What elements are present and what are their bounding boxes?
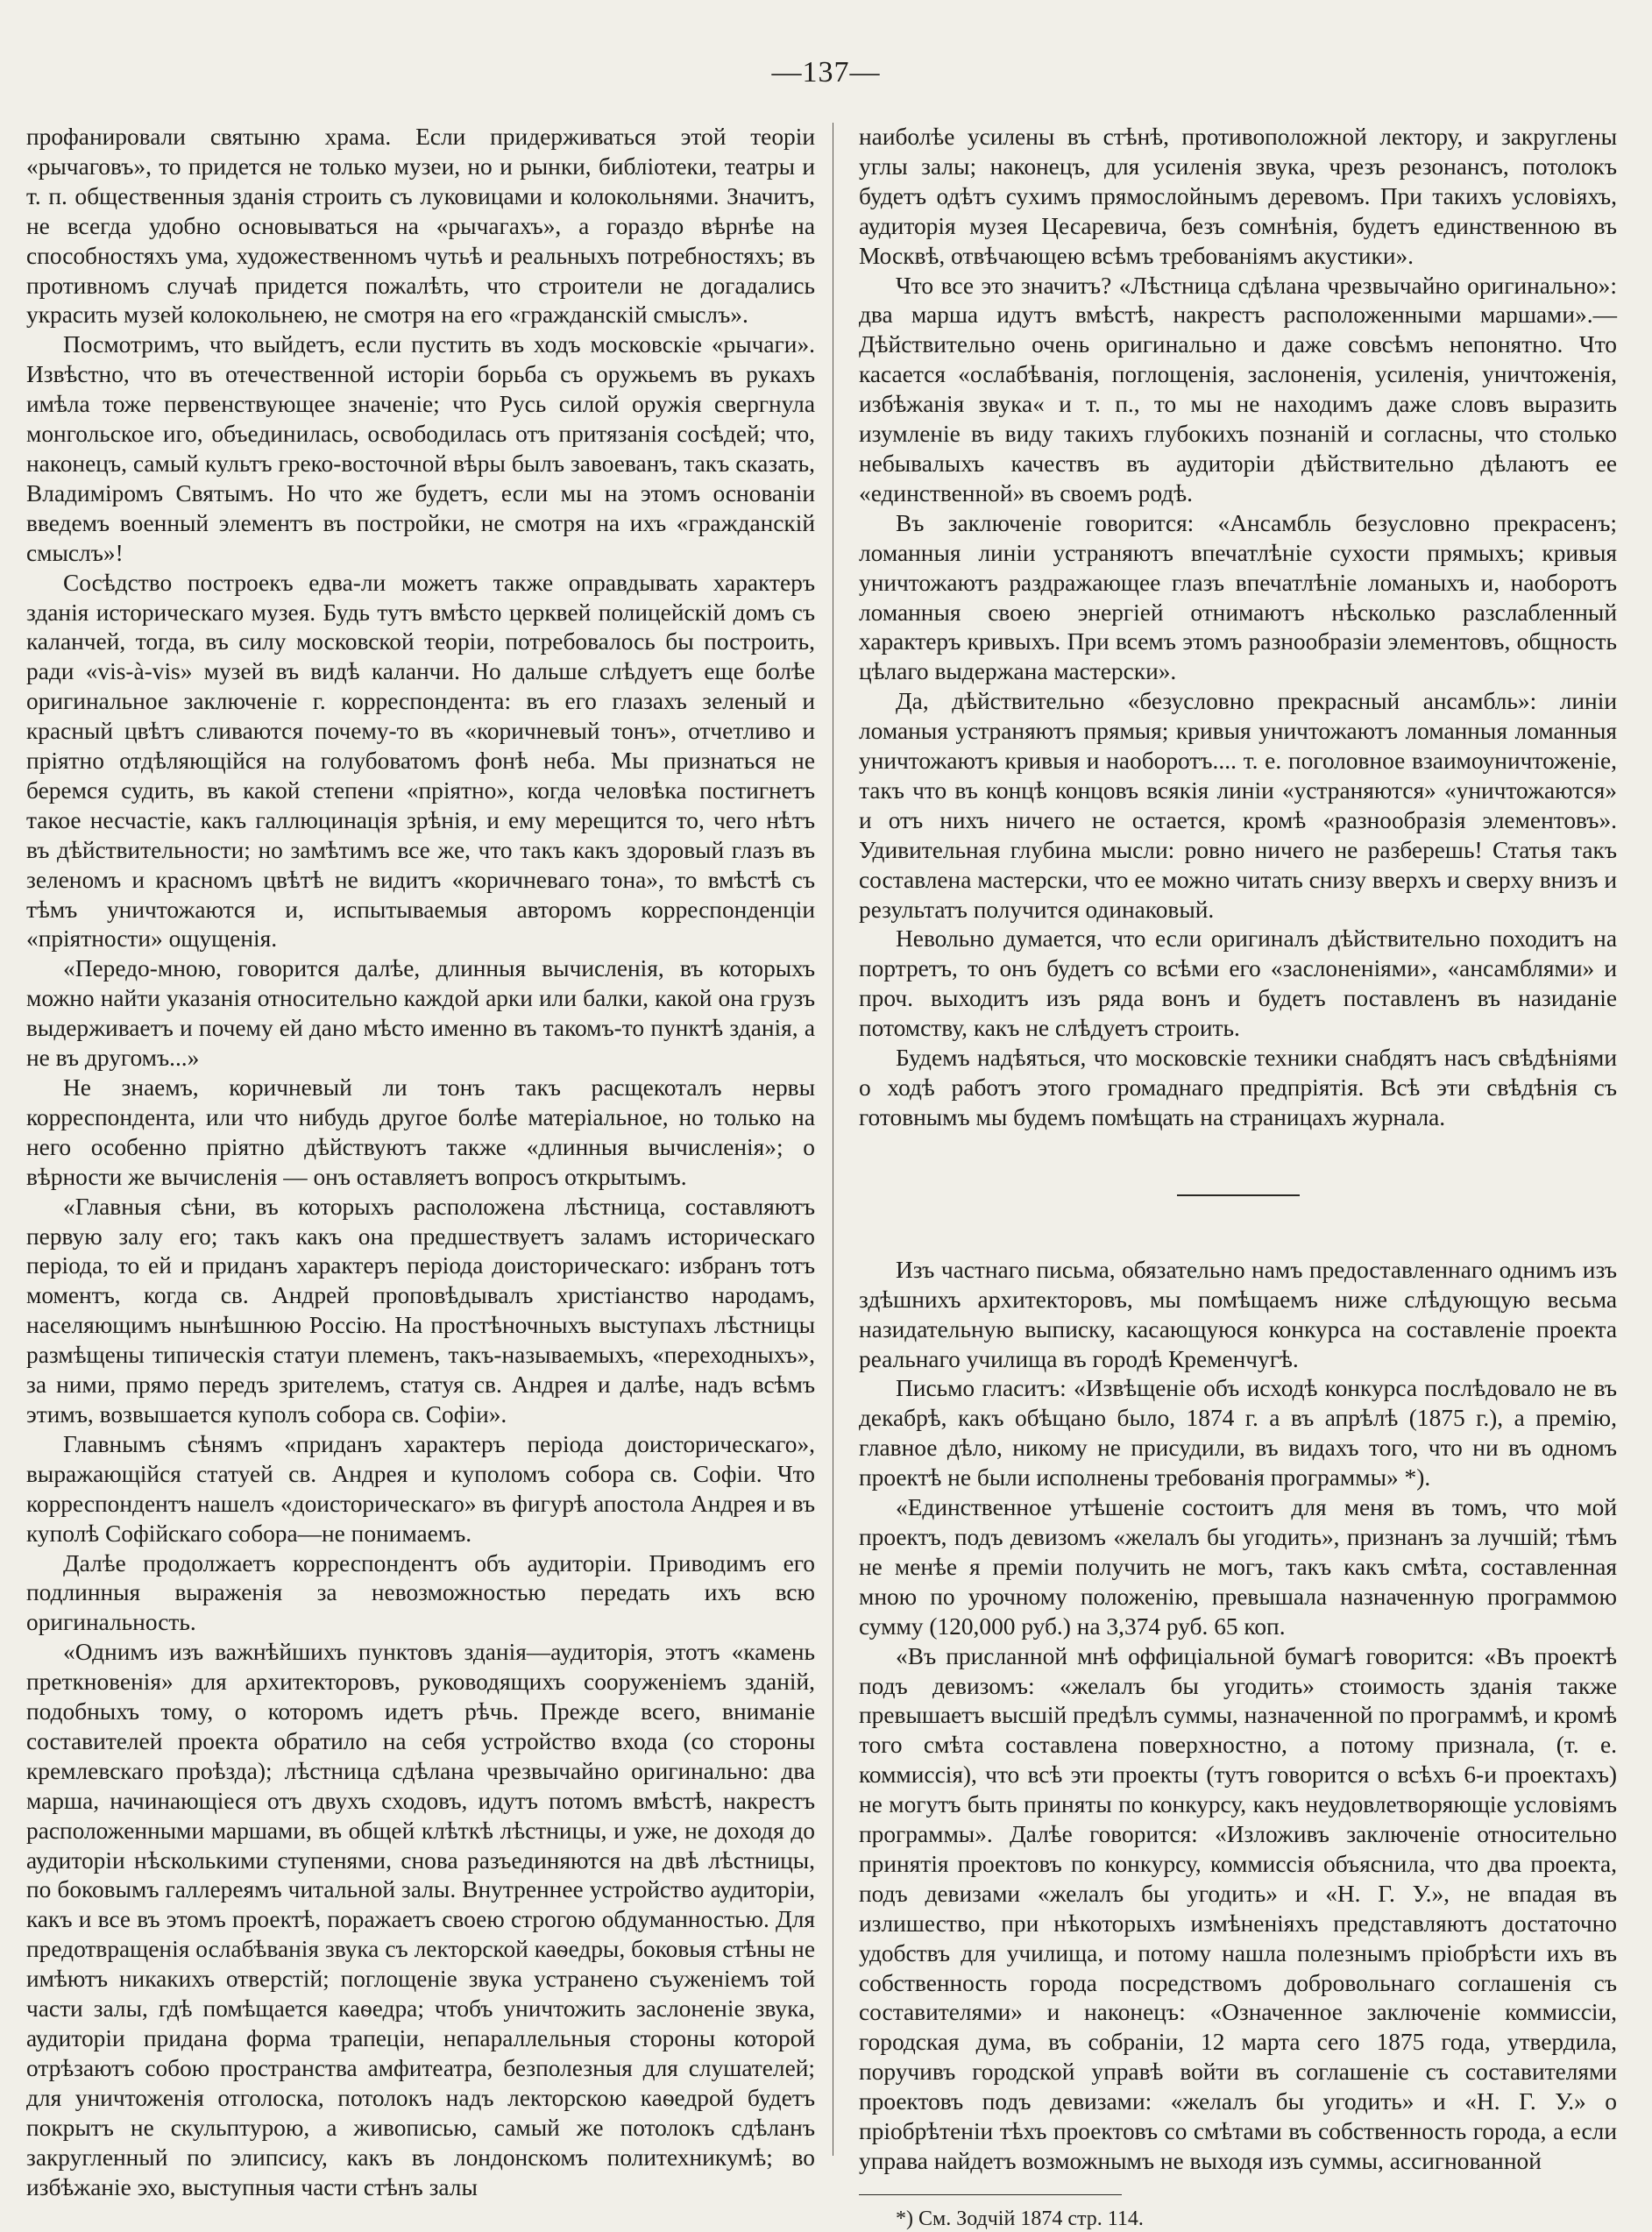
paragraph: Письмо гласитъ: «Извѣщеніе объ исходѣ конкурса послѣдовало не въ декабрѣ, какъ обѣщано было, 1874 г. а въ апрѣлѣ (1875 г.), а премію, главное дѣло, никому не присудили, въ видахъ того, что ни въ одномъ проектѣ не были исполнены требованія программы» *). [859, 1375, 1617, 1492]
paragraph: Да, дѣйствительно «безусловно прекрасный ансамбль»: линіи ломаныя устраняютъ прямыя; кривыя уничтожаютъ ломанныя ломанныя уничтожаютъ кривыя и наоборотъ.... т. е. поголовное взаимоуничтоженіе, такъ что въ концѣ концовъ всякія линіи «устраняются» «уничтожаются» и отъ нихъ ничего не остается, кромѣ «разнообразія элементовъ». Удивительная глубина мысли: ровно ничего не разберешь! Статья такъ составлена мастерски, что ее можно читать снизу вверхъ и сверху внизъ и результатъ получится одинаковый. [859, 688, 1617, 923]
paragraph: Въ заключеніе говорится: «Ансамбль безусловно прекрасенъ; ломанныя линіи устраняютъ впечатлѣніе сухости прямыхъ; кривыя уничтожаютъ раздражающее глазъ впечатлѣніе ломаныхъ и, наоборотъ ломанныя своею энергіей отнимаютъ нѣсколько разслабленный характеръ кривыхъ. При всемъ этомъ разнообразіи элементовъ, общность цѣлаго выдержана мастерски». [859, 509, 1617, 685]
paragraph: Невольно думается, что если оригиналъ дѣйствительно походитъ на портретъ, то онъ будетъ со всѣми его «заслоненіями», «ансамблями» и проч. выходитъ изъ ряда вонъ и будетъ поставленъ въ назиданіе потомству, какъ не слѣдуетъ строить. [859, 925, 1617, 1042]
section-separator [1177, 1194, 1300, 1196]
paragraph: «Передо-мною, говорится далѣе, длинныя вычисленія, въ которыхъ можно найти указанія относительно каждой арки или балки, какой она грузъ выдерживаетъ и почему ей дано мѣсто именно въ такомъ-то пунктѣ зданія, а не въ другомъ...» [26, 955, 815, 1072]
paragraph: Что все это значитъ? «Лѣстница сдѣлана чрезвычайно оригинально»: два марша идутъ вмѣстѣ, накрестъ расположенными маршами».—Дѣйствительно очень оригинально и даже совсѣмъ непонятно. Что касается «ослабѣванія, поглощенія, заслоненія, усиленія, уничтоженія, избѣжанія звука« и т. п., то мы не находимъ даже словъ выразить изумленіе въ виду такихъ глубокихъ познаній и согласны, что столько небывалыхъ качествъ въ аудиторіи дѣйствительно дѣлаютъ ее «единственной» въ своемъ родѣ. [859, 272, 1617, 507]
paragraph: профанировали святыню храма. Если придерживаться этой теоріи «рычаговъ», то придется не только музеи, но и рынки, библіотеки, театры и т. п. общественныя зданія строить съ луковицами и колокольнями. Значитъ, не всегда удобно основываться на «рычагахъ», а гораздо вѣрнѣе на способностяхъ ума, художественномъ чутьѣ и реальныхъ потребностяхъ; въ противномъ случаѣ придется пожалѣть, что строители не догадались украсить музей колокольнею, не смотря на его «гражданскій смыслъ». [26, 124, 815, 329]
right-column [859, 123, 1617, 2232]
paragraph: Сосѣдство построекъ едва-ли можетъ также оправдывать характеръ зданія историческаго музея. Будь тутъ вмѣсто церквей полицейскій домъ съ каланчей, тогда, въ силу московской теоріи, потребовалось бы построить, ради «vis-à-vis» музей въ видѣ каланчи. Но дальше слѣдуетъ еще болѣе оригинальное заключеніе г. корреспондента: въ его глазахъ зеленый и красный цвѣтъ сливаются почему-то въ «коричневый тонъ», отчетливо и пріятно отдѣляющійся на голубоватомъ фонѣ неба. Мы признаться не беремся судить, въ какой степени «пріятно», когда человѣка постигнетъ такое несчастіе, какъ галлюцинація зрѣнія, и ему мерещится то, чего нѣтъ въ дѣйствительности; но замѣтимъ все же, что такъ какъ здоровый глазъ въ зеленомъ и красномъ цвѣтѣ не видитъ «коричневаго тона», то вмѣстѣ съ тѣмъ уничтожаются и, испытываемыя авторомъ корреспонденціи «пріятности» ощущенія. [26, 569, 815, 953]
paragraph: «Главныя сѣни, въ которыхъ расположена лѣстница, составляютъ первую залу его; такъ какъ она предшествуетъ заламъ историческаго періода, то ей и приданъ характеръ періода доисторическаго: избранъ тотъ моментъ, когда св. Андрей проповѣдывалъ христіанство народамъ, населяющимъ нынѣшнюю Россію. На простѣночныхъ выступахъ лѣстницы размѣщены типическія статуи племенъ, такъ-называемыхъ, «переходныхъ», за ними, прямо передъ зрителемъ, статуя св. Андрея и далѣе, надъ всѣмъ этимъ, возвышается куполъ собора св. Софіи». [26, 1193, 815, 1428]
paragraph: Не знаемъ, коричневый ли тонъ такъ расщекоталъ нервы корреспондента, или что нибудь другое болѣе матеріальное, но только на него особенно пріятно дѣйствуютъ также «длинныя вычисленія»; о вѣрности же вычисленія — онъ оставляетъ вопросъ открытымъ. [26, 1074, 815, 1190]
paragraph: Изъ частнаго письма, обязательно намъ предоставленнаго однимъ изъ здѣшнихъ архитекторовъ, мы помѣщаемъ ниже слѣдующую весьма назидательную выписку, касающуюся конкурса на составленіе проекта реальнаго училища въ городѣ Кременчугѣ. [859, 1256, 1617, 1372]
left-column [26, 123, 815, 2202]
footnote: *) См. Зодчій 1874 стр. 114. [896, 2207, 1144, 2230]
paragraph: Будемъ надѣяться, что московскіе техники снабдятъ насъ свѣдѣніями о ходѣ работъ этого громаднаго предпріятія. Всѣ эти свѣдѣнія съ готовнымъ мы будемъ помѣщать на страницахъ журнала. [859, 1045, 1617, 1130]
paragraph: наиболѣе усилены въ стѣнѣ, противоположной лектору, и закруглены углы залы; наконецъ, для усиленія звука, чрезъ резонансъ, потолокъ будетъ одѣтъ сухимъ прямослойнымъ деревомъ. При такихъ условіяхъ, аудиторія музея Цесаревича, безъ сомнѣнія, будетъ единственною въ Москвѣ, отвѣчающею всѣмъ требованіямъ акустики». [859, 124, 1617, 269]
paragraph: Далѣе продолжаетъ корреспондентъ объ аудиторіи. Приводимъ его подлинныя выраженія за невозможностью передать ихъ всю оригинальность. [26, 1549, 815, 1636]
paragraph: Главнымъ сѣнямъ «приданъ характеръ періода доисторическаго», выражающійся статуей св. Андрея и куполомъ собора св. Софіи. Что корреспондентъ нашелъ «доисторическаго» въ фигурѣ апостола Андрея и въ куполѣ Софійскаго собора—не понимаемъ. [26, 1430, 815, 1547]
paragraph: «Единственное утѣшеніе состоитъ для меня въ томъ, что мой проектъ, подъ девизомъ «желалъ бы угодить», признанъ за лучшій; тѣмъ не менѣе я преміи получить не могъ, такъ какъ смѣта, составленная мною по урочному положенію, превышала назначенную программою сумму (120,000 руб.) на 3,374 руб. 65 коп. [859, 1494, 1617, 1640]
paragraph: «Въ присланной мнѣ оффиціальной бумагѣ говорится: «Въ проектѣ подъ девизомъ: «желалъ бы угодить» стоимость зданія также превышаетъ высшій предѣлъ суммы, назначенной по программѣ, и кромѣ того смѣта составлена поверхностно, а потому признала, (т. е. коммиссія), что всѣ эти проекты (тутъ говорится о всѣхъ 6-и проектахъ) не могутъ быть приняты по конкурсу, какъ неудовлетворяющіе условіямъ программы». Далѣе говорится: «Изложивъ заключеніе относительно принятія проектовъ по конкурсу, коммиссія объяснила, что два проекта, подъ девизами «желалъ бы угодить» и «Н. Г. У.», не впадая въ излишество, при нѣкоторыхъ измѣненіяхъ представляютъ достаточно удобствъ для училища, и потому нашла полезнымъ пріобрѣсти ихъ въ собственность города посредствомъ добровольнаго соглашенія съ составителями» и наконецъ: «Означенное заключеніе коммиссіи, городская дума, въ собраніи, 12 марта сего 1875 года, утвердила, поручивъ городской управѣ войти въ соглашеніе съ составителями проектовъ подъ девизами: «желалъ бы угодить» и «Н. Г. У.» о пріобрѣтеніи тѣхъ проектовъ со смѣтами въ собственность города, а если управа найдетъ возможнымъ не выходя изъ суммы, ассигнованной [859, 1642, 1617, 2174]
paragraph: Посмотримъ, что выйдетъ, если пустить въ ходъ московскіе «рычаги». Извѣстно, что въ отечественной исторіи борьба съ оружьемъ въ рукахъ имѣла тоже первенствующее значеніе; что Русь силой оружія свергнула монгольское иго, объединилась, освободилась отъ притязанія сосѣдей; что, наконецъ, самый культъ греко-восточной вѣры былъ завоеванъ, такъ сказать, Владиміромъ Святымъ. Но что же будетъ, если мы на этомъ основаніи введемъ военный элементъ въ постройки, не смотря на ихъ «гражданскій смыслъ»! [26, 331, 815, 566]
page-number: —137— [771, 56, 881, 89]
paragraph: «Однимъ изъ важнѣйшихъ пунктовъ зданія—аудиторія, этотъ «камень преткновенія» для архитекторовъ, руководящихъ сооруженіемъ зданій, подобныхъ тому, о которомъ идетъ рѣчь. Прежде всего, вниманіе составителей проекта обратило на себя устройство входа (со стороны кремлевскаго проѣзда); лѣстница сдѣлана чрезвычайно оригинально: два марша, начинающіеся отъ двухъ сходовъ, идутъ потомъ вмѣстѣ, накрестъ расположенными маршами, въ общей клѣткѣ лѣстницы, и уже, не доходя до аудиторіи нѣсколькими ступенями, снова разъединяются на двѣ лѣстницы, по боковымъ галлереямъ читальной залы. Внутреннее устройство аудиторіи, какъ и все въ этомъ проектѣ, поражаетъ своею строгою обдуманностью. Для предотвращенія ослабѣванія звука съ лекторской каѳедры, боковыя стѣны не имѣютъ никакихъ отверстій; поглощеніе звука устранено съуженіемъ той части залы, гдѣ помѣщается каѳедра; чтобъ уничтожить заслоненіе звука, аудиторіи придана форма трапеціи, непараллельныя стороны которой отрѣзаютъ собою пространства амфитеатра, безполезныя для слушателей; для уничтоженія отголоска, потолокъ надъ лекторскою каѳедрой будетъ покрытъ не скульптурою, а живописью, самый же потолокъ сдѣланъ закругленный по элипсису, какъ въ лондонскомъ политехникумѣ; во избѣжаніе эхо, выступныя части стѣнъ залы [26, 1639, 815, 2200]
footnote-rule [859, 2194, 1122, 2195]
